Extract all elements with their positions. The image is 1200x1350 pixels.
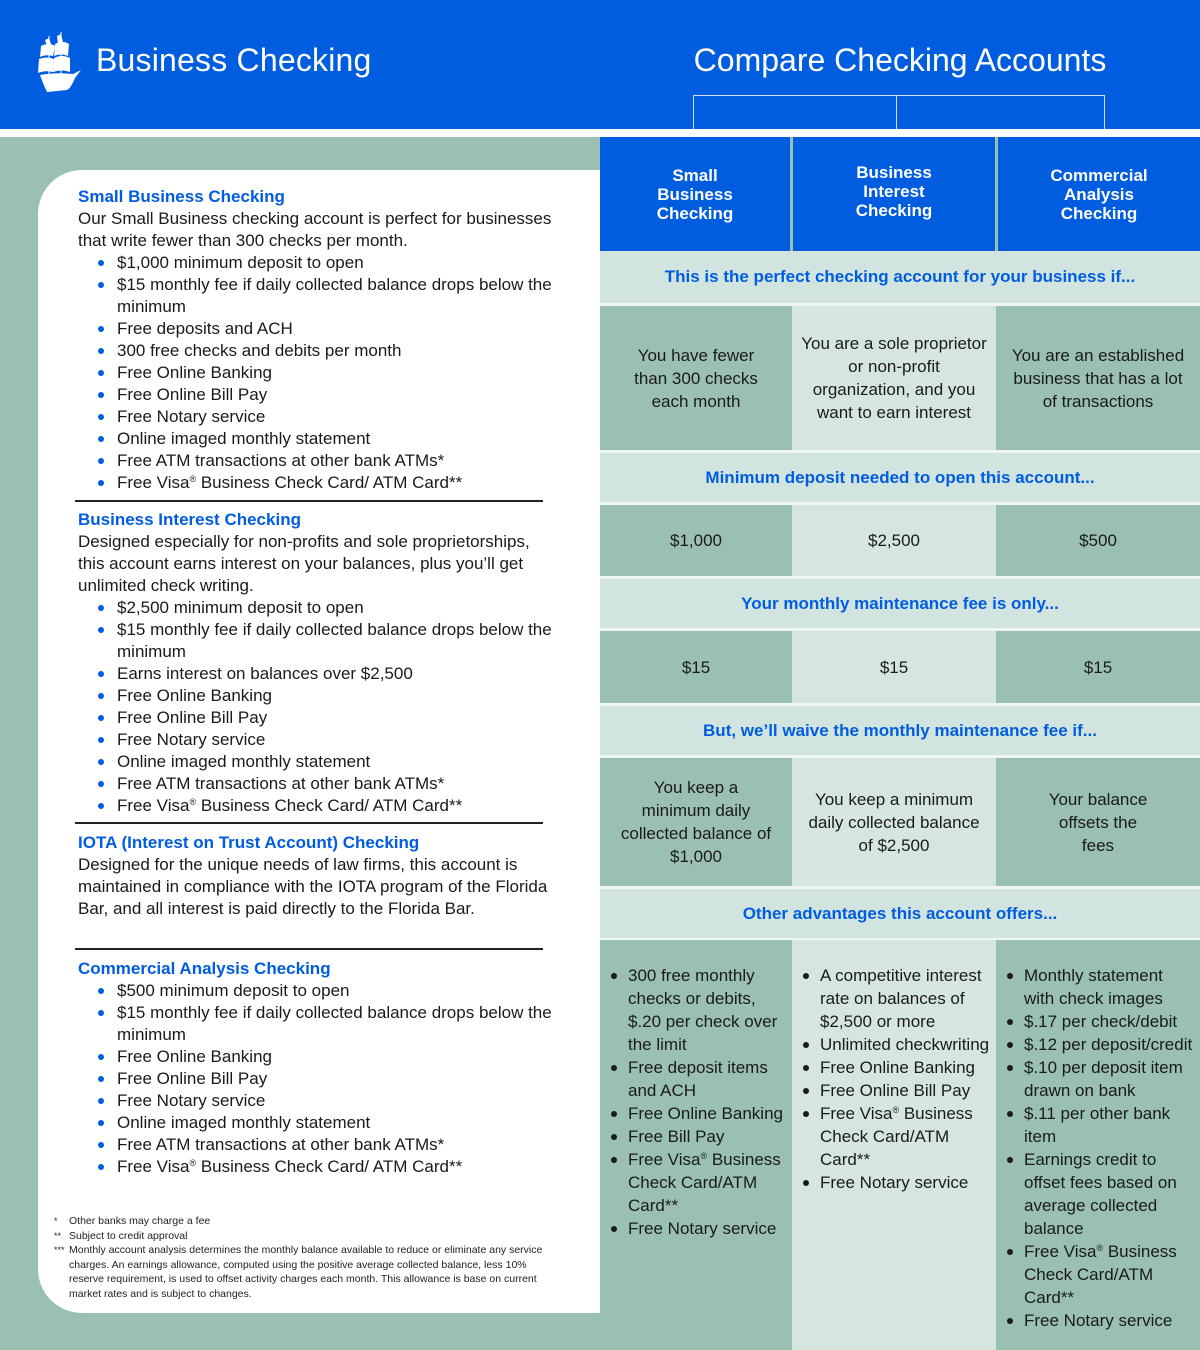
feature-item: Earns interest on balances over $2,500 [95, 663, 558, 685]
feature-item: Free Online Banking [95, 362, 558, 384]
advantage-item: Free Notary service [800, 1171, 990, 1194]
section-divider [75, 500, 543, 502]
advantages-cell [792, 940, 996, 1350]
advantages-list [608, 964, 786, 1240]
advantages-list [800, 964, 990, 1194]
table-cell: $15 [996, 631, 1200, 703]
feature-item: 300 free checks and debits per month [95, 340, 558, 362]
footnote: * Other banks may charge a fee [54, 1215, 211, 1227]
advantage-item: Earnings credit to offset fees based on average collected balance [1004, 1148, 1194, 1240]
table-cell: Your balance offsets the fees [996, 758, 1200, 886]
feature-item: $15 monthly fee if daily collected balance drops below the minimum [95, 1002, 558, 1046]
feature-item: Free Notary service [95, 406, 558, 428]
advantage-item: Free Online Banking [608, 1102, 786, 1125]
account-section-business-interest [78, 509, 558, 817]
feature-item: Free deposits and ACH [95, 318, 558, 340]
row-heading: But, we’ll waive the monthly maintenance fee if... [600, 706, 1200, 755]
advantage-item: Free Bill Pay [608, 1125, 786, 1148]
advantage-item: A competitive interest rate on balances of $2,500 or more [800, 964, 990, 1033]
feature-list [95, 252, 558, 494]
feature-item: Free Online Banking [95, 685, 558, 707]
advantage-item: Monthly statement with check images [1004, 964, 1194, 1010]
feature-item: Free Online Banking [95, 1046, 558, 1068]
row-heading: Other advantages this account offers... [600, 889, 1200, 938]
feature-item: Free ATM transactions at other bank ATMs* [95, 1134, 558, 1156]
account-descriptions-panel [38, 170, 600, 1313]
table-cell: You are an established business that has a lot of transactions [996, 306, 1200, 450]
advantage-item: Free Online Bill Pay [800, 1079, 990, 1102]
advantage-item: Free Notary service [1004, 1309, 1194, 1332]
row-heading: This is the perfect checking account for your business if... [600, 251, 1200, 303]
advantages-cell [996, 940, 1200, 1350]
footnotes [54, 1214, 554, 1301]
feature-item: $1,000 minimum deposit to open [95, 252, 558, 274]
feature-item: Free Online Bill Pay [95, 384, 558, 406]
advantage-item: Free Visa® Business Check Card/ATM Card** [800, 1102, 990, 1171]
account-title: IOTA (Interest on Trust Account) Checking [78, 833, 420, 852]
feature-item: Free Visa® Business Check Card/ ATM Card** [95, 795, 558, 817]
account-description: Designed for the unique needs of law firms, this account is maintained in compliance with the IOTA program of the Florida Bar, and all interest is paid directly to the Florida Bar. [78, 855, 548, 918]
feature-item: $15 monthly fee if daily collected balance drops below the minimum [95, 274, 558, 318]
advantage-item: 300 free monthly checks or debits, $.20 per check over the limit [608, 964, 786, 1056]
advantages-list [1004, 964, 1194, 1332]
feature-item: Free ATM transactions at other bank ATMs* [95, 450, 558, 472]
advantage-item: Unlimited checkwriting [800, 1033, 990, 1056]
account-title: Small Business Checking [78, 187, 285, 206]
section-divider [75, 822, 543, 824]
section-divider [75, 948, 543, 950]
feature-list [95, 980, 558, 1178]
account-title: Business Interest Checking [78, 510, 301, 529]
advantage-item: $.10 per deposit item drawn on bank [1004, 1056, 1194, 1102]
advantage-item: Free Visa® Business Check Card/ATM Card** [1004, 1240, 1194, 1309]
advantage-item: $.11 per other bank item [1004, 1102, 1194, 1148]
feature-item: Free Notary service [95, 1090, 558, 1112]
connector-bracket [693, 95, 897, 129]
feature-item: Free Visa® Business Check Card/ ATM Card** [95, 472, 558, 494]
advantages-cell [600, 940, 792, 1350]
account-section-commercial-analysis [78, 958, 558, 1178]
feature-item: $500 minimum deposit to open [95, 980, 558, 1002]
connector-bracket [896, 95, 1105, 129]
account-description: Our Small Business checking account is perfect for businesses that write fewer than 300 checks per month. [78, 209, 552, 250]
column-header-small-business: Small Business Checking [600, 137, 790, 251]
table-cell: You are a sole proprietor or non-profit organization, and you want to earn interest [792, 306, 996, 450]
divider [0, 129, 1200, 137]
feature-item: $2,500 minimum deposit to open [95, 597, 558, 619]
account-description: Designed especially for non-profits and sole proprietorships, this account earns interest on your balances, plus you’ll get unlimited check writing. [78, 532, 530, 595]
table-cell: You have fewer than 300 checks each month [600, 306, 792, 450]
advantage-item: Free deposit items and ACH [608, 1056, 786, 1102]
feature-item: Online imaged monthly statement [95, 751, 558, 773]
advantage-item: Free Visa® Business Check Card/ATM Card** [608, 1148, 786, 1217]
column-header-commercial-analysis: Commercial Analysis Checking [998, 137, 1200, 251]
advantage-item: Free Notary service [608, 1217, 786, 1240]
table-cell: You keep a minimum daily collected balance of $2,500 [792, 758, 996, 886]
feature-item: $15 monthly fee if daily collected balance drops below the minimum [95, 619, 558, 663]
feature-item: Online imaged monthly statement [95, 428, 558, 450]
table-cell: $15 [792, 631, 996, 703]
feature-item: Free Notary service [95, 729, 558, 751]
feature-item: Online imaged monthly statement [95, 1112, 558, 1134]
account-section-small-business [78, 186, 558, 494]
advantage-item: $.12 per deposit/credit [1004, 1033, 1194, 1056]
table-cell: $1,000 [600, 505, 792, 576]
row-heading: Your monthly maintenance fee is only... [600, 579, 1200, 628]
row-heading: Minimum deposit needed to open this account... [600, 453, 1200, 502]
feature-item: Free Visa® Business Check Card/ ATM Card** [95, 1156, 558, 1178]
column-header-business-interest: Business Interest Checking [793, 137, 995, 251]
feature-list [95, 597, 558, 817]
footnote: ** Subject to credit approval [54, 1229, 188, 1242]
table-cell: $15 [600, 631, 792, 703]
compare-title: Compare Checking Accounts [693, 42, 1107, 78]
table-cell: $500 [996, 505, 1200, 576]
account-title: Commercial Analysis Checking [78, 959, 331, 978]
table-cell: You keep a minimum daily collected balance of $1,000 [600, 758, 792, 886]
advantage-item: Free Online Banking [800, 1056, 990, 1079]
advantage-item: $.17 per check/debit [1004, 1010, 1194, 1033]
header-banner [0, 0, 1200, 129]
sailing-ship-icon [35, 32, 85, 94]
feature-item: Free ATM transactions at other bank ATMs* [95, 773, 558, 795]
account-section-iota [78, 832, 556, 920]
table-cell: $2,500 [792, 505, 996, 576]
brand-title: Business Checking [96, 42, 372, 78]
feature-item: Free Online Bill Pay [95, 707, 558, 729]
footnote: *** Monthly account analysis determines the monthly balance available to reduce or eliminate any service charges. An earnings allowance, computed using the positive average collected balance, less 10% reserve requirement, is used to offset activity charges each month. This allowance is base on current market rates and is subject to changes. [54, 1244, 543, 1300]
feature-item: Free Online Bill Pay [95, 1068, 558, 1090]
